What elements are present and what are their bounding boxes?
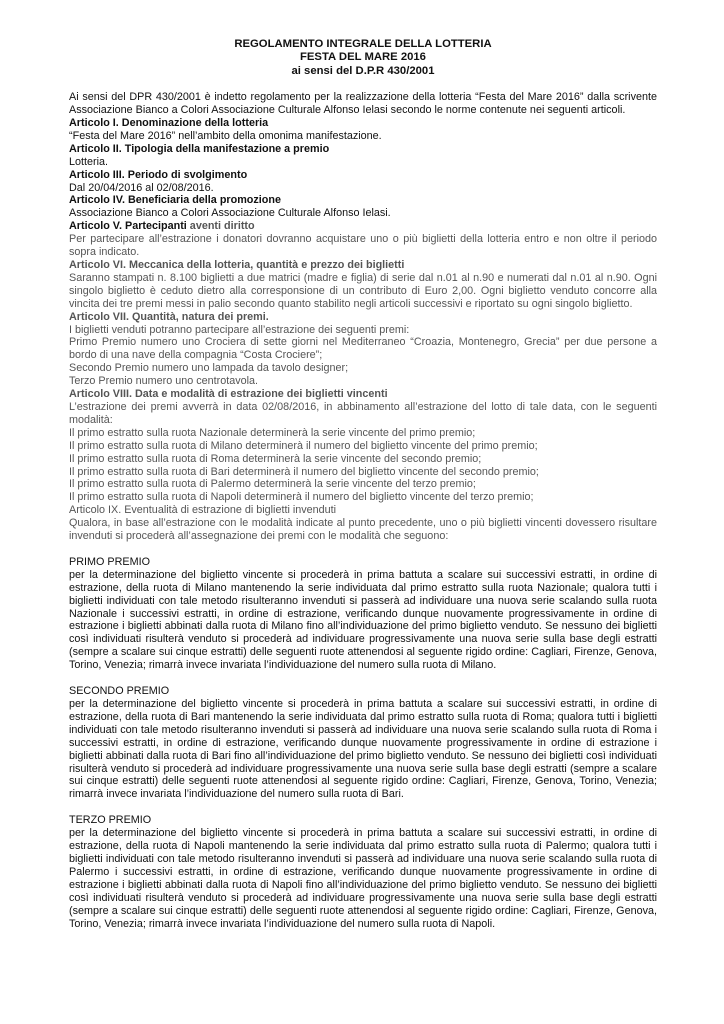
primo-premio-text: per la determinazione del biglietto vincente si procederà in prima battuta a scalare sui successivi estratti, in ordine di estrazione, della ruota di Milano mantenendo la serie individuata dal primo estratto sulla ruota Nazionale; qualora tutti i biglietti individuati con tale metodo risulteranno invenduti si passerà ad individuare una nuova serie scalando sulla ruota Nazionale i successivi estratti, in ordine di estrazione, verificando dunque nuovamente progressivamente in ordine di estrazione i biglietti abbinati dalla ruota di Milano fino all’individuazione del primo biglietto venduto. Se nessuno dei biglietti così individuati risulterà venduto si procederà ad individuare progressivamente una nuova serie sulla base degli estratti (sempre a scalare sui cinque estratti) delle seguenti ruote attenendosi al seguente rigido ordine: Cagliari, Firenze, Genova, Torino, Venezia; rimarrà invece invariata l’individuazione del numero sulla ruota di Milano. xyxy=(69,568,657,672)
article-9-text: Qualora, in base all’estrazione con le modalità indicate al punto precedente, uno o più biglietti vincenti dovessero risultare invenduti si procederà all’assegnazione dei premi con le modalità che seguono: xyxy=(69,517,657,543)
article-7-line: Secondo Premio numero uno lampada da tavolo designer; xyxy=(69,362,349,375)
article-3-heading: Articolo III. Periodo di svolgimento xyxy=(69,168,248,181)
article-7-heading: Articolo VII. Quantità, natura dei premi. xyxy=(69,310,269,323)
title-line-3: ai sensi del D.P.R 430/2001 xyxy=(291,64,435,77)
intro-paragraph: Ai sensi del DPR 430/2001 è indetto regolamento per la realizzazione della lotteria “Festa del Mare 2016” dalla scrivente Associazione Bianco a Colori Associazione Culturale Alfonso Ielasi secondo le norme contenute nei seguenti articoli. xyxy=(69,91,657,117)
article-8-line: Il primo estratto sulla ruota di Palermo determinerà la serie vincente del terzo premio; xyxy=(69,478,476,491)
article-8-line: Il primo estratto sulla ruota di Milano determinerà il numero del biglietto vincente del primo premio; xyxy=(69,439,538,452)
article-4-text: Associazione Bianco a Colori Associazione Culturale Alfonso Ielasi. xyxy=(69,207,391,220)
article-8-line: Il primo estratto sulla ruota di Roma determinerà la serie vincente del secondo premio; xyxy=(69,452,482,465)
article-1-heading: Articolo I. Denominazione della lotteria xyxy=(69,117,269,130)
article-7-line: Primo Premio numero uno Crociera di sette giorni nel Mediterraneo “Croazia, Montenegro, Grecia” per due persone a bordo di una nave della compagnia “Costa Crociere”; xyxy=(69,336,657,362)
article-8-line: Il primo estratto sulla ruota Nazionale determinerà la serie vincente del primo premio; xyxy=(69,426,476,439)
article-9-heading: Articolo IX. Eventualità di estrazione di biglietti invenduti xyxy=(69,504,337,517)
article-2-heading: Articolo II. Tipologia della manifestazione a premio xyxy=(69,142,330,155)
title-line-2: FESTA DEL MARE 2016 xyxy=(300,51,426,64)
section-gap xyxy=(69,672,657,685)
article-7-line: I biglietti venduti potranno partecipare all’estrazione dei seguenti premi: xyxy=(69,323,410,336)
article-8-line: Il primo estratto sulla ruota di Bari determinerà il numero del biglietto vincente del secondo premio; xyxy=(69,465,539,478)
terzo-premio-heading: TERZO PREMIO xyxy=(69,814,152,827)
article-7-line: Terzo Premio numero uno centrotavola. xyxy=(69,375,259,388)
article-2-text: Lotteria. xyxy=(69,155,109,168)
document-page xyxy=(69,38,657,930)
article-8-heading: Articolo VIII. Data e modalità di estrazione dei biglietti vincenti xyxy=(69,388,388,401)
article-8-line: L’estrazione dei premi avverrà in data 02/08/2016, in abbinamento all’estrazione del lotto di tale data, con le seguenti modalità: xyxy=(69,400,657,426)
article-6-heading: Articolo VI. Meccanica della lotteria, quantità e prezzo dei biglietti xyxy=(69,259,405,271)
title-line-1: REGOLAMENTO INTEGRALE DELLA LOTTERIA xyxy=(234,38,492,50)
article-5-text: Per partecipare all’estrazione i donatori dovranno acquistare uno o più biglietti della lotteria entro e non oltre il periodo sopra indicato. xyxy=(69,233,657,259)
article-6-text: Saranno stampati n. 8.100 biglietti a due matrici (madre e figlia) di serie dal n.01 al n.90 e numerati dal n.01 al n.90. Ogni singolo biglietto è ceduto dietro alla corresponsione di un contributo di Euro 2,00. Ogni biglietto venduto concorre alla vincita dei tre premi messi in palio secondo quanto stabilito negli articoli successivi e riportato su ogni singolo biglietto. xyxy=(69,271,657,310)
primo-premio-heading: PRIMO PREMIO xyxy=(69,555,150,568)
secondo-premio-heading: SECONDO PREMIO xyxy=(69,685,170,698)
article-5-heading-rest: aventi diritto xyxy=(186,220,255,233)
document-title xyxy=(69,38,657,78)
terzo-premio-text: per la determinazione del biglietto vincente si procederà in prima battuta a scalare sui successivi estratti, in ordine di estrazione, della ruota di Napoli mantenendo la serie individuata dal primo estratto sulla ruota di Palermo; qualora tutti i biglietti individuati con tale metodo risulteranno invenduti si passerà ad individuare una nuova serie scalando sulla ruota di Palermo i successivi estratti, in ordine di estrazione, verificando dunque nuovamente progressivamente in ordine di estrazione i biglietti abbinati dalla ruota di Napoli fino all’individuazione del primo biglietto venduto. Se nessuno dei biglietti così individuati risulterà venduto si procederà ad individuare progressivamente una nuova serie sulla base degli estratti (sempre a scalare sui cinque estratti) delle seguenti ruote attenendosi al seguente rigido ordine: Cagliari, Firenze, Genova, Torino, Venezia; rimarrà invece invariata l’individuazione del numero sulla ruota di Napoli. xyxy=(69,827,657,930)
article-4-heading: Articolo IV. Beneficiaria della promozione xyxy=(69,194,281,207)
article-8-line: Il primo estratto sulla ruota di Napoli determinerà il numero del biglietto vincente del terzo premio; xyxy=(69,491,534,504)
secondo-premio-text: per la determinazione del biglietto vincente si procederà in prima battuta a scalare sui successivi estratti, in ordine di estrazione, della ruota di Bari mantenendo la serie individuata dal primo estratto sulla ruota di Roma; qualora tutti i biglietti individuati con tale metodo risulteranno invenduti si passerà ad individuare una nuova serie scalando sulla ruota di Roma i successivi estratti, in ordine di estrazione, verificando dunque nuovamente progressivamente in ordine di estrazione i biglietti abbinati dalla ruota di Bari fino all’individuazione del primo biglietto venduto. Se nessuno dei biglietti così individuati risulterà venduto si procederà ad individuare progressivamente una nuova serie sulla base degli estratti (sempre a scalare sui cinque estratti) delle seguenti ruote attenendosi al seguente rigido ordine: Cagliari, Firenze, Genova, Torino, Venezia; rimarrà invece invariata l’individuazione del numero sulla ruota di Bari. xyxy=(69,698,657,801)
section-gap xyxy=(69,801,657,814)
article-5-heading-main: Articolo V. Partecipanti xyxy=(69,220,187,233)
section-gap xyxy=(69,543,657,556)
article-5-heading xyxy=(69,220,657,233)
article-1-text: “Festa del Mare 2016” nell’ambito della omonima manifestazione. xyxy=(69,129,382,142)
article-3-text: Dal 20/04/2016 al 02/08/2016. xyxy=(69,181,214,194)
